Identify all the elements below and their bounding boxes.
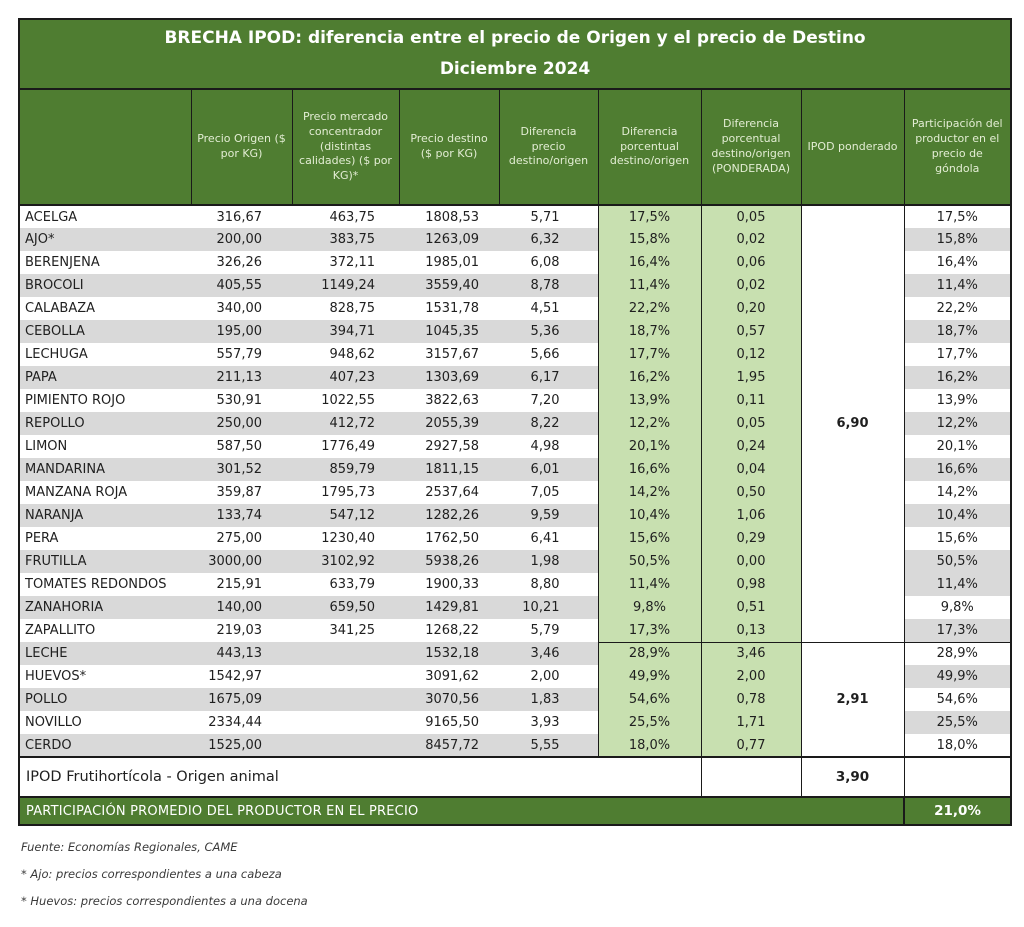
participacion-productor: 22,2% <box>904 297 1011 320</box>
precio-destino: 1429,81 <box>399 596 499 619</box>
ipod-summary-value: 3,90 <box>801 757 904 797</box>
participacion-productor: 16,2% <box>904 366 1011 389</box>
precio-origen: 3000,00 <box>191 550 292 573</box>
precio-origen: 1542,97 <box>191 665 292 688</box>
diferencia-precio: 4,98 <box>499 435 598 458</box>
precio-origen: 1675,09 <box>191 688 292 711</box>
diferencia-precio: 10,21 <box>499 596 598 619</box>
diferencia-porcentual: 17,3% <box>598 619 701 642</box>
precio-mercado: 828,75 <box>292 297 399 320</box>
precio-origen: 275,00 <box>191 527 292 550</box>
precio-mercado: 859,79 <box>292 458 399 481</box>
diferencia-ponderada: 0,11 <box>701 389 801 412</box>
diferencia-porcentual: 13,9% <box>598 389 701 412</box>
diferencia-precio: 5,71 <box>499 205 598 228</box>
participacion-productor: 50,5% <box>904 550 1011 573</box>
product-name: CEBOLLA <box>19 320 191 343</box>
precio-destino: 3091,62 <box>399 665 499 688</box>
diferencia-ponderada: 1,71 <box>701 711 801 734</box>
diferencia-precio: 6,32 <box>499 228 598 251</box>
diferencia-precio: 7,05 <box>499 481 598 504</box>
diferencia-precio: 9,59 <box>499 504 598 527</box>
precio-mercado: 383,75 <box>292 228 399 251</box>
diferencia-porcentual: 22,2% <box>598 297 701 320</box>
participacion-productor: 25,5% <box>904 711 1011 734</box>
precio-mercado: 394,71 <box>292 320 399 343</box>
footnotes <box>18 840 1008 908</box>
precio-destino: 2055,39 <box>399 412 499 435</box>
precio-origen: 215,91 <box>191 573 292 596</box>
precio-origen: 250,00 <box>191 412 292 435</box>
precio-origen: 211,13 <box>191 366 292 389</box>
header-row <box>19 89 1011 205</box>
precio-destino: 8457,72 <box>399 734 499 757</box>
diferencia-precio: 2,00 <box>499 665 598 688</box>
participacion-productor: 13,9% <box>904 389 1011 412</box>
precio-destino: 9165,50 <box>399 711 499 734</box>
product-name: CERDO <box>19 734 191 757</box>
precio-origen: 1525,00 <box>191 734 292 757</box>
diferencia-precio: 8,22 <box>499 412 598 435</box>
header-precio-destino: Precio destino ($ por KG) <box>399 89 499 205</box>
participacion-productor: 12,2% <box>904 412 1011 435</box>
precio-origen: 316,67 <box>191 205 292 228</box>
header-precio-origen: Precio Origen ($ por KG) <box>191 89 292 205</box>
precio-origen: 530,91 <box>191 389 292 412</box>
header-ipod-ponderado: IPOD ponderado <box>801 89 904 205</box>
participacion-productor: 11,4% <box>904 274 1011 297</box>
precio-destino: 2537,64 <box>399 481 499 504</box>
diferencia-porcentual: 15,8% <box>598 228 701 251</box>
precio-origen: 443,13 <box>191 642 292 665</box>
diferencia-ponderada: 0,06 <box>701 251 801 274</box>
precio-destino: 1985,01 <box>399 251 499 274</box>
table-row <box>19 205 1011 228</box>
diferencia-precio: 7,20 <box>499 389 598 412</box>
ipod-summary-row <box>19 757 1011 797</box>
precio-mercado: 659,50 <box>292 596 399 619</box>
diferencia-precio: 3,46 <box>499 642 598 665</box>
precio-mercado: 463,75 <box>292 205 399 228</box>
participacion-productor: 28,9% <box>904 642 1011 665</box>
header-diferencia-ponderada: Diferencia porcentual destino/origen (PONDERADA) <box>701 89 801 205</box>
diferencia-porcentual: 28,9% <box>598 642 701 665</box>
precio-mercado: 1149,24 <box>292 274 399 297</box>
participacion-productor: 18,0% <box>904 734 1011 757</box>
diferencia-ponderada: 0,13 <box>701 619 801 642</box>
precio-destino: 3559,40 <box>399 274 499 297</box>
precio-origen: 326,26 <box>191 251 292 274</box>
diferencia-precio: 6,01 <box>499 458 598 481</box>
table-title <box>19 19 1011 89</box>
product-name: ACELGA <box>19 205 191 228</box>
diferencia-precio: 6,17 <box>499 366 598 389</box>
participacion-label: PARTICIPACIÓN PROMEDIO DEL PRODUCTOR EN EL PRECIO <box>19 797 904 825</box>
ipod-summary-empty-cell-right <box>904 757 1011 797</box>
header-precio-mercado: Precio mercado concentrador (distintas calidades) ($ por KG)* <box>292 89 399 205</box>
diferencia-ponderada: 0,78 <box>701 688 801 711</box>
header-diferencia-precio: Diferencia precio destino/origen <box>499 89 598 205</box>
table-row <box>19 642 1011 665</box>
ipod-ponderado-frutihorticola: 6,90 <box>801 205 904 642</box>
precio-destino: 1900,33 <box>399 573 499 596</box>
precio-destino: 5938,26 <box>399 550 499 573</box>
precio-destino: 1762,50 <box>399 527 499 550</box>
participacion-productor: 15,8% <box>904 228 1011 251</box>
precio-origen: 200,00 <box>191 228 292 251</box>
footnote-huevos: * Huevos: precios correspondientes a una docena <box>21 894 308 908</box>
participacion-productor: 20,1% <box>904 435 1011 458</box>
title-line-1: BRECHA IPOD: diferencia entre el precio de Origen y el precio de Destino <box>164 28 866 49</box>
diferencia-porcentual: 11,4% <box>598 274 701 297</box>
participacion-productor: 54,6% <box>904 688 1011 711</box>
product-name: CALABAZA <box>19 297 191 320</box>
precio-mercado: 1022,55 <box>292 389 399 412</box>
diferencia-precio: 5,79 <box>499 619 598 642</box>
diferencia-porcentual: 12,2% <box>598 412 701 435</box>
diferencia-ponderada: 0,20 <box>701 297 801 320</box>
precio-mercado <box>292 711 399 734</box>
precio-destino: 1808,53 <box>399 205 499 228</box>
product-name: POLLO <box>19 688 191 711</box>
precio-mercado: 372,11 <box>292 251 399 274</box>
precio-origen: 340,00 <box>191 297 292 320</box>
precio-mercado <box>292 665 399 688</box>
product-name: ZAPALLITO <box>19 619 191 642</box>
product-name: MANZANA ROJA <box>19 481 191 504</box>
diferencia-porcentual: 17,5% <box>598 205 701 228</box>
precio-destino: 3822,63 <box>399 389 499 412</box>
precio-mercado: 547,12 <box>292 504 399 527</box>
diferencia-porcentual: 25,5% <box>598 711 701 734</box>
precio-mercado: 412,72 <box>292 412 399 435</box>
diferencia-precio: 3,93 <box>499 711 598 734</box>
diferencia-porcentual: 18,7% <box>598 320 701 343</box>
diferencia-precio: 5,55 <box>499 734 598 757</box>
diferencia-ponderada: 0,29 <box>701 527 801 550</box>
participacion-productor: 10,4% <box>904 504 1011 527</box>
ipod-price-gap-table <box>18 18 1012 826</box>
product-name: TOMATES REDONDOS <box>19 573 191 596</box>
diferencia-precio: 4,51 <box>499 297 598 320</box>
precio-mercado: 1776,49 <box>292 435 399 458</box>
precio-destino: 3157,67 <box>399 343 499 366</box>
product-name: NARANJA <box>19 504 191 527</box>
diferencia-precio: 6,08 <box>499 251 598 274</box>
precio-destino: 1045,35 <box>399 320 499 343</box>
footnote-fuente: Fuente: Economías Regionales, CAME <box>21 840 238 854</box>
precio-origen: 557,79 <box>191 343 292 366</box>
precio-mercado <box>292 688 399 711</box>
diferencia-porcentual: 10,4% <box>598 504 701 527</box>
title-line-2: Diciembre 2024 <box>439 59 591 79</box>
diferencia-precio: 8,78 <box>499 274 598 297</box>
product-name: LECHE <box>19 642 191 665</box>
product-name: AJO* <box>19 228 191 251</box>
diferencia-porcentual: 54,6% <box>598 688 701 711</box>
diferencia-ponderada: 0,05 <box>701 205 801 228</box>
diferencia-precio: 1,98 <box>499 550 598 573</box>
diferencia-ponderada: 2,00 <box>701 665 801 688</box>
diferencia-ponderada: 0,00 <box>701 550 801 573</box>
precio-destino: 1532,18 <box>399 642 499 665</box>
precio-origen: 587,50 <box>191 435 292 458</box>
precio-origen: 195,00 <box>191 320 292 343</box>
precio-destino: 1303,69 <box>399 366 499 389</box>
diferencia-ponderada: 3,46 <box>701 642 801 665</box>
header-product <box>19 89 191 205</box>
precio-origen: 140,00 <box>191 596 292 619</box>
diferencia-precio: 6,41 <box>499 527 598 550</box>
product-name: NOVILLO <box>19 711 191 734</box>
precio-destino: 1531,78 <box>399 297 499 320</box>
ipod-summary-empty-cell <box>701 757 801 797</box>
diferencia-ponderada: 0,04 <box>701 458 801 481</box>
participacion-productor: 17,5% <box>904 205 1011 228</box>
precio-mercado: 3102,92 <box>292 550 399 573</box>
precio-mercado: 407,23 <box>292 366 399 389</box>
ipod-ponderado-origen_animal: 2,91 <box>801 642 904 757</box>
participacion-productor: 15,6% <box>904 527 1011 550</box>
diferencia-precio: 8,80 <box>499 573 598 596</box>
diferencia-porcentual: 50,5% <box>598 550 701 573</box>
diferencia-porcentual: 14,2% <box>598 481 701 504</box>
product-name: PIMIENTO ROJO <box>19 389 191 412</box>
diferencia-porcentual: 16,4% <box>598 251 701 274</box>
precio-destino: 3070,56 <box>399 688 499 711</box>
product-name: LIMON <box>19 435 191 458</box>
ipod-summary-label: IPOD Frutihortícola - Origen animal <box>19 757 701 797</box>
diferencia-ponderada: 1,06 <box>701 504 801 527</box>
precio-origen: 359,87 <box>191 481 292 504</box>
product-name: PAPA <box>19 366 191 389</box>
diferencia-porcentual: 9,8% <box>598 596 701 619</box>
diferencia-ponderada: 0,50 <box>701 481 801 504</box>
diferencia-ponderada: 0,77 <box>701 734 801 757</box>
precio-origen: 219,03 <box>191 619 292 642</box>
participacion-productor: 16,6% <box>904 458 1011 481</box>
product-name: MANDARINA <box>19 458 191 481</box>
product-name: HUEVOS* <box>19 665 191 688</box>
diferencia-precio: 1,83 <box>499 688 598 711</box>
product-name: REPOLLO <box>19 412 191 435</box>
diferencia-porcentual: 16,2% <box>598 366 701 389</box>
precio-destino: 1811,15 <box>399 458 499 481</box>
precio-destino: 1282,26 <box>399 504 499 527</box>
diferencia-ponderada: 0,57 <box>701 320 801 343</box>
diferencia-porcentual: 11,4% <box>598 573 701 596</box>
participacion-productor: 9,8% <box>904 596 1011 619</box>
participacion-row <box>19 797 1011 825</box>
participacion-productor: 17,3% <box>904 619 1011 642</box>
participacion-productor: 14,2% <box>904 481 1011 504</box>
diferencia-ponderada: 0,02 <box>701 228 801 251</box>
product-name: FRUTILLA <box>19 550 191 573</box>
precio-destino: 1263,09 <box>399 228 499 251</box>
precio-origen: 133,74 <box>191 504 292 527</box>
precio-mercado: 1230,40 <box>292 527 399 550</box>
diferencia-porcentual: 17,7% <box>598 343 701 366</box>
diferencia-porcentual: 20,1% <box>598 435 701 458</box>
participacion-productor: 49,9% <box>904 665 1011 688</box>
precio-mercado: 341,25 <box>292 619 399 642</box>
precio-destino: 2927,58 <box>399 435 499 458</box>
participacion-productor: 16,4% <box>904 251 1011 274</box>
header-diferencia-porcentual: Diferencia porcentual destino/origen <box>598 89 701 205</box>
precio-mercado <box>292 734 399 757</box>
diferencia-ponderada: 0,02 <box>701 274 801 297</box>
diferencia-ponderada: 0,98 <box>701 573 801 596</box>
precio-origen: 301,52 <box>191 458 292 481</box>
product-name: ZANAHORIA <box>19 596 191 619</box>
footnote-ajo: * Ajo: precios correspondientes a una cabeza <box>21 867 282 881</box>
diferencia-ponderada: 0,24 <box>701 435 801 458</box>
header-participacion: Participación del productor en el precio de góndola <box>904 89 1011 205</box>
product-name: BROCOLI <box>19 274 191 297</box>
diferencia-precio: 5,36 <box>499 320 598 343</box>
precio-mercado: 633,79 <box>292 573 399 596</box>
diferencia-porcentual: 16,6% <box>598 458 701 481</box>
diferencia-ponderada: 0,51 <box>701 596 801 619</box>
diferencia-ponderada: 0,12 <box>701 343 801 366</box>
diferencia-porcentual: 15,6% <box>598 527 701 550</box>
product-name: LECHUGA <box>19 343 191 366</box>
diferencia-porcentual: 49,9% <box>598 665 701 688</box>
table-body <box>19 205 1011 757</box>
precio-mercado: 948,62 <box>292 343 399 366</box>
precio-destino: 1268,22 <box>399 619 499 642</box>
participacion-productor: 18,7% <box>904 320 1011 343</box>
diferencia-ponderada: 1,95 <box>701 366 801 389</box>
diferencia-precio: 5,66 <box>499 343 598 366</box>
product-name: PERA <box>19 527 191 550</box>
precio-origen: 2334,44 <box>191 711 292 734</box>
diferencia-ponderada: 0,05 <box>701 412 801 435</box>
diferencia-porcentual: 18,0% <box>598 734 701 757</box>
precio-mercado <box>292 642 399 665</box>
participacion-productor: 11,4% <box>904 573 1011 596</box>
title-row <box>19 19 1011 89</box>
participacion-value: 21,0% <box>904 797 1011 825</box>
participacion-productor: 17,7% <box>904 343 1011 366</box>
precio-mercado: 1795,73 <box>292 481 399 504</box>
precio-origen: 405,55 <box>191 274 292 297</box>
product-name: BERENJENA <box>19 251 191 274</box>
